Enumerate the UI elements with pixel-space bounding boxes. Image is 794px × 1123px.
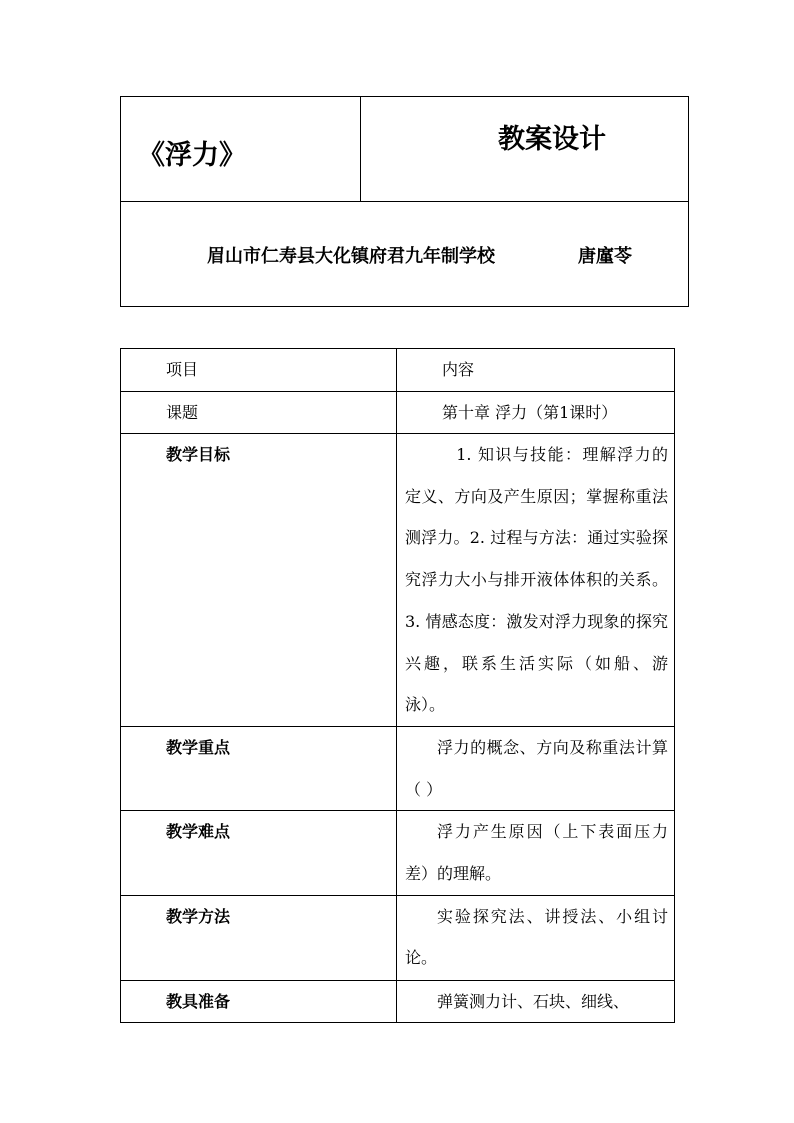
header-title-cell <box>121 97 361 201</box>
doc-title: 《浮力》 <box>138 140 246 171</box>
table-row <box>121 811 675 895</box>
table-row <box>121 434 675 727</box>
row-label-materials: 教具准备 <box>166 991 231 1011</box>
author-name: 唐廑苓 <box>578 246 632 267</box>
row-content-objectives: 1. 知识与技能：理解浮力的定义、方向及产生原因；掌握称重法测浮力。2. 过程与方法：通过实验探究浮力大小与排开液体体积的关系。3. 情感态度：激发对浮力现象的探究兴趣，联系生活实际（如船、游泳）。 <box>405 445 668 715</box>
table-row <box>121 392 675 434</box>
row-label-difficulties: 教学难点 <box>166 822 231 842</box>
table-row <box>121 726 675 810</box>
column-header-item: 项目 <box>166 360 199 379</box>
row-content-methods: 实验探究法、讲授法、小组讨论。 <box>405 906 668 968</box>
header-table <box>120 96 689 307</box>
row-label-topic: 课题 <box>166 403 199 422</box>
table-row <box>121 980 675 1023</box>
row-content-topic: 第十章 浮力（第1课时） <box>442 403 618 422</box>
row-content-materials: 弹簧测力计、石块、细线、 <box>437 991 630 1011</box>
table-header-row <box>121 349 675 392</box>
table-row <box>121 895 675 980</box>
column-header-content: 内容 <box>442 360 475 379</box>
header-title-row <box>121 97 688 202</box>
row-label-methods: 教学方法 <box>166 906 231 926</box>
school-name: 眉山市仁寿县大化镇府君九年制学校 <box>207 246 495 267</box>
row-label-key-points: 教学重点 <box>166 737 231 757</box>
row-label-objectives: 教学目标 <box>166 445 231 464</box>
doc-subtitle: 教案设计 <box>498 124 606 155</box>
lesson-plan-table <box>120 348 675 1023</box>
row-content-key-points: 浮力的概念、方向及称重法计算（ ） <box>405 737 668 799</box>
header-school-row <box>121 202 688 306</box>
row-content-difficulties: 浮力产生原因（上下表面压力差）的理解。 <box>405 822 668 884</box>
